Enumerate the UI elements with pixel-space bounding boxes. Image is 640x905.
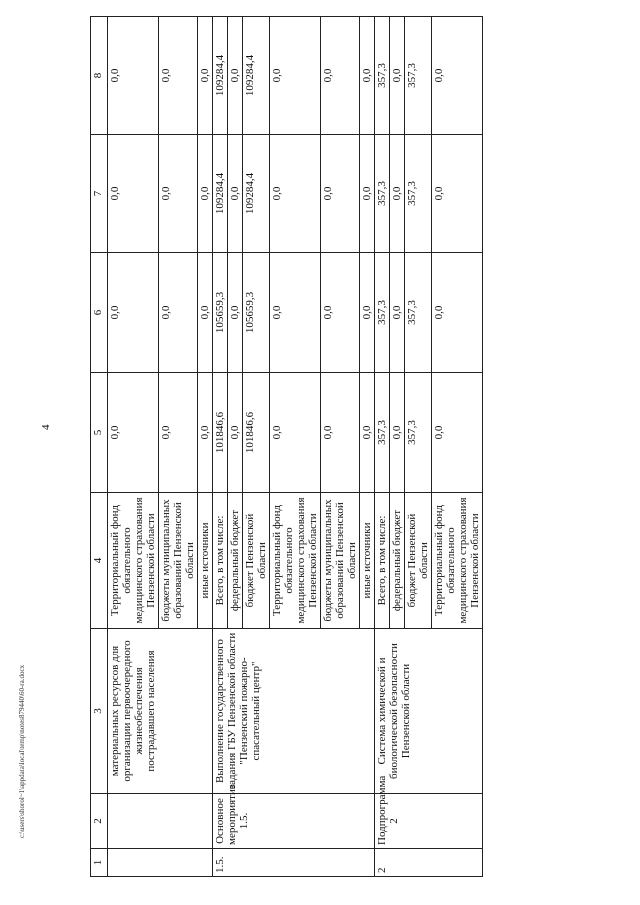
source-cell: бюджеты муниципальных образований Пензенской области xyxy=(321,493,360,629)
header-cell: 2 xyxy=(91,794,108,849)
value-cell: 0,0 xyxy=(198,373,213,493)
value-cell: 0,0 xyxy=(159,17,198,135)
value-cell: 0,0 xyxy=(321,135,360,253)
source-cell: Территориальный фонд обязательного медицинского страхования Пензенской области xyxy=(432,493,483,629)
value-cell: 0,0 xyxy=(228,17,243,135)
header-cell: 7 xyxy=(91,135,108,253)
value-cell: 0,0 xyxy=(321,373,360,493)
value-cell: 109284,4 xyxy=(213,17,228,135)
value-cell: 0,0 xyxy=(360,253,375,373)
value-cell: 0,0 xyxy=(108,17,159,135)
header-cell: 1 xyxy=(91,849,108,877)
value-cell: 0,0 xyxy=(198,17,213,135)
program-type-cell: Основное мероприятие 1.5. xyxy=(213,794,375,849)
budget-table xyxy=(90,16,483,877)
value-cell: 357,3 xyxy=(405,135,432,253)
header-row xyxy=(91,17,108,877)
header-cell: 5 xyxy=(91,373,108,493)
value-cell: 101846,6 xyxy=(213,373,228,493)
measure-name-cell: материальных ресурсов для организации первоочередного жизнеобеспечения пострадавшего населения xyxy=(108,629,213,794)
value-cell: 0,0 xyxy=(108,135,159,253)
source-cell: Всего, в том числе: xyxy=(375,493,390,629)
value-cell: 0,0 xyxy=(270,135,321,253)
value-cell: 0,0 xyxy=(108,373,159,493)
table-row xyxy=(108,17,159,877)
value-cell: 0,0 xyxy=(198,135,213,253)
value-cell: 0,0 xyxy=(432,373,483,493)
value-cell: 0,0 xyxy=(228,373,243,493)
program-type-cell xyxy=(108,794,213,849)
source-cell: федеральный бюджет xyxy=(228,493,243,629)
value-cell: 0,0 xyxy=(390,135,405,253)
value-cell: 0,0 xyxy=(108,253,159,373)
table-row xyxy=(213,17,228,877)
value-cell: 0,0 xyxy=(270,373,321,493)
source-cell: бюджет Пензенской области xyxy=(243,493,270,629)
value-cell: 357,3 xyxy=(405,253,432,373)
table-row xyxy=(375,17,390,877)
value-cell: 357,3 xyxy=(405,373,432,493)
value-cell: 0,0 xyxy=(390,17,405,135)
value-cell: 109284,4 xyxy=(243,17,270,135)
source-cell: Всего, в том числе: xyxy=(213,493,228,629)
source-cell: Территориальный фонд обязательного медицинского страхования Пензенской области xyxy=(108,493,159,629)
value-cell: 357,3 xyxy=(375,135,390,253)
value-cell: 0,0 xyxy=(432,135,483,253)
value-cell: 0,0 xyxy=(270,253,321,373)
rotated-table-container xyxy=(90,17,580,877)
value-cell: 0,0 xyxy=(159,373,198,493)
source-cell: Территориальный фонд обязательного медицинского страхования Пензенской области xyxy=(270,493,321,629)
value-cell: 0,0 xyxy=(321,17,360,135)
value-cell: 357,3 xyxy=(375,373,390,493)
source-cell: федеральный бюджет xyxy=(390,493,405,629)
page-number: 4 xyxy=(40,424,52,430)
value-cell: 0,0 xyxy=(270,17,321,135)
file-path-footer: c:\users\shorol~1\appdata\local\temp\notes879440\60-ra.docx xyxy=(18,664,26,838)
value-cell: 0,0 xyxy=(228,253,243,373)
value-cell: 357,3 xyxy=(375,17,390,135)
source-cell: иные источники xyxy=(198,493,213,629)
value-cell: 0,0 xyxy=(390,373,405,493)
source-cell: иные источники xyxy=(360,493,375,629)
value-cell: 109284,4 xyxy=(243,135,270,253)
value-cell: 0,0 xyxy=(360,17,375,135)
row-number-cell: 2 xyxy=(375,849,483,877)
value-cell: 101846,6 xyxy=(243,373,270,493)
value-cell: 0,0 xyxy=(360,135,375,253)
row-number-cell: 1.5. xyxy=(213,849,375,877)
value-cell: 105659,3 xyxy=(213,253,228,373)
header-cell: 8 xyxy=(91,17,108,135)
value-cell: 357,3 xyxy=(375,253,390,373)
header-cell: 3 xyxy=(91,629,108,794)
header-cell: 4 xyxy=(91,493,108,629)
value-cell: 0,0 xyxy=(198,253,213,373)
value-cell: 105659,3 xyxy=(243,253,270,373)
value-cell: 357,3 xyxy=(405,17,432,135)
header-cell: 6 xyxy=(91,253,108,373)
value-cell: 0,0 xyxy=(228,135,243,253)
measure-name-cell: Выполнение государственного задания ГБУ Пензенской области "Пензенский пожарно-спасательный центр" xyxy=(213,629,375,794)
value-cell: 109284,4 xyxy=(213,135,228,253)
measure-name-cell: Система химической и биологической безопасности Пензенской области xyxy=(375,629,483,794)
source-cell: бюджеты муниципальных образований Пензенской области xyxy=(159,493,198,629)
value-cell: 0,0 xyxy=(390,253,405,373)
value-cell: 0,0 xyxy=(432,253,483,373)
value-cell: 0,0 xyxy=(321,253,360,373)
value-cell: 0,0 xyxy=(360,373,375,493)
value-cell: 0,0 xyxy=(159,135,198,253)
value-cell: 0,0 xyxy=(432,17,483,135)
value-cell: 0,0 xyxy=(159,253,198,373)
source-cell: бюджет Пензенской области xyxy=(405,493,432,629)
program-type-cell: Подпрограмма 2 xyxy=(375,794,483,849)
row-number-cell xyxy=(108,849,213,877)
